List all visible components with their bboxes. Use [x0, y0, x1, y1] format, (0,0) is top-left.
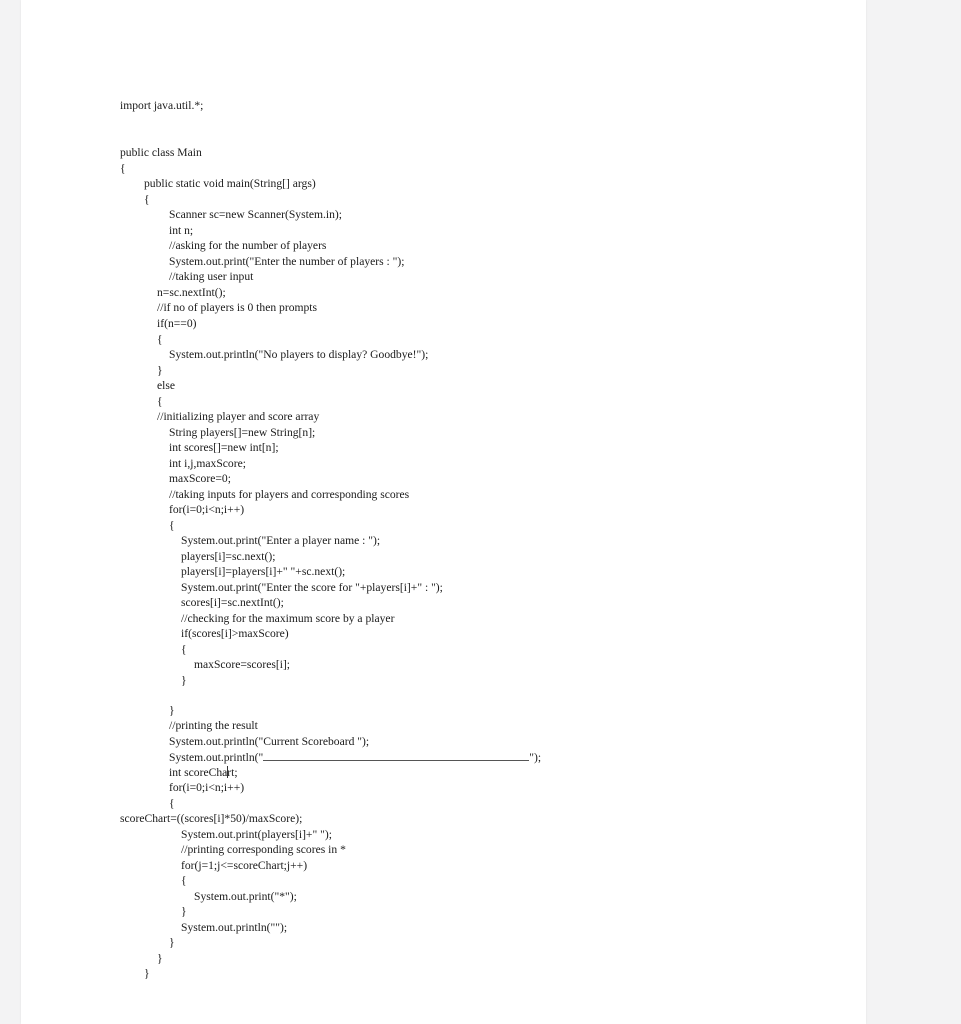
code-line: for(i=0;i<n;i++) — [169, 503, 245, 516]
code-listing — [21, 0, 866, 1024]
code-line: } — [157, 364, 163, 377]
code-line: for(j=1;j<=scoreChart;j++) — [181, 859, 308, 872]
code-line: int i,j,maxScore; — [169, 457, 246, 470]
code-line: n=sc.nextInt(); — [157, 286, 226, 299]
code-line: //taking user input — [169, 270, 254, 283]
code-line: } — [181, 674, 187, 687]
code-line: System.out.print(players[i]+" "); — [181, 828, 332, 841]
code-line: //initializing player and score array — [157, 410, 320, 423]
document-page — [21, 0, 866, 1024]
code-line: else — [157, 379, 176, 392]
code-line: //printing the result — [169, 719, 258, 732]
code-fragment: rt; — [227, 766, 238, 779]
code-line: { — [144, 193, 150, 206]
code-line: scores[i]=sc.nextInt(); — [181, 596, 284, 609]
code-line — [169, 766, 238, 780]
code-line: import java.util.*; — [120, 99, 204, 112]
code-line: public static void main(String[] args) — [144, 177, 316, 190]
code-line: String players[]=new String[n]; — [169, 426, 316, 439]
code-line: { — [181, 643, 187, 656]
code-line: int n; — [169, 224, 194, 237]
code-line: { — [169, 797, 175, 810]
code-line: System.out.println(""); — [181, 921, 288, 934]
code-line: //printing corresponding scores in * — [181, 843, 346, 856]
code-line: System.out.print("Enter the number of players : "); — [169, 255, 405, 268]
code-line: { — [120, 162, 126, 175]
code-line: { — [181, 874, 187, 887]
code-line: System.out.print("*"); — [194, 890, 297, 903]
code-line: //if no of players is 0 then prompts — [157, 301, 318, 314]
code-line: System.out.print("Enter the score for "+players[i]+" : "); — [181, 581, 443, 594]
code-line: players[i]=players[i]+" "+sc.next(); — [181, 565, 346, 578]
code-line: { — [169, 519, 175, 532]
code-line: } — [144, 967, 150, 980]
code-line — [169, 750, 541, 765]
code-fragment: "); — [529, 751, 542, 764]
code-line: { — [157, 395, 163, 408]
code-line: //asking for the number of players — [169, 239, 327, 252]
code-line: if(scores[i]>maxScore) — [181, 627, 289, 640]
code-line: Scanner sc=new Scanner(System.in); — [169, 208, 342, 221]
code-line: { — [157, 333, 163, 346]
code-line: System.out.println("Current Scoreboard "); — [169, 735, 370, 748]
code-line: } — [169, 936, 175, 949]
code-fragment: System.out.println(" — [169, 751, 264, 764]
code-line: } — [169, 704, 175, 717]
code-line: for(i=0;i<n;i++) — [169, 781, 245, 794]
code-line: maxScore=scores[i]; — [194, 658, 291, 671]
code-line: maxScore=0; — [169, 472, 231, 485]
code-line: System.out.print("Enter a player name : "); — [181, 534, 381, 547]
code-line: //taking inputs for players and corresponding scores — [169, 488, 410, 501]
code-line: if(n==0) — [157, 317, 197, 330]
code-line: } — [181, 905, 187, 918]
code-line: players[i]=sc.next(); — [181, 550, 276, 563]
code-line: scoreChart=((scores[i]*50)/maxScore); — [120, 812, 303, 825]
code-line: } — [157, 952, 163, 965]
code-fragment: int scoreCha — [169, 766, 228, 779]
code-line: public class Main — [120, 146, 202, 159]
blank-underline — [263, 750, 529, 761]
code-line: System.out.println("No players to display? Goodbye!"); — [169, 348, 429, 361]
code-line: int scores[]=new int[n]; — [169, 441, 279, 454]
code-line: //checking for the maximum score by a player — [181, 612, 395, 625]
